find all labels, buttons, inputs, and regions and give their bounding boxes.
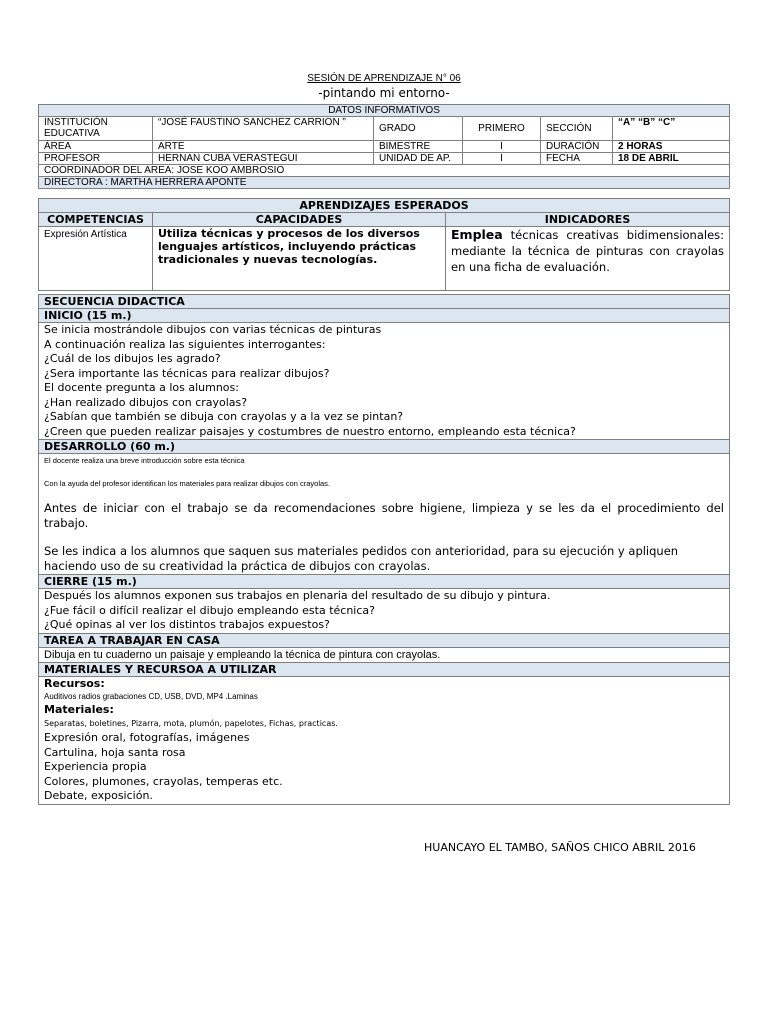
- indicador-cell: [446, 227, 730, 291]
- inicio-line: ¿Sera importante las técnicas para realizar dibujos?: [44, 366, 330, 380]
- tarea-text: Dibuja en tu cuaderno un paisaje y empleando la técnica de pintura con crayolas.: [39, 647, 730, 663]
- grado-value: PRIMERO: [463, 117, 541, 141]
- fecha-value: 18 DE ABRIL: [613, 153, 730, 165]
- coordinador-row: COORDINADOR DEL AREA: JOSE KOO AMBROSIO: [39, 165, 730, 177]
- datos-informativos-table: [38, 104, 730, 189]
- capacidad-cell: Utiliza técnicas y procesos de los diversos lenguajes artísticos, incluyendo prácticas tradicionales y nuevas tecnologías.: [153, 227, 446, 291]
- inicio-content: [39, 323, 730, 440]
- inicio-line: El docente pregunta a los alumnos:: [44, 381, 239, 394]
- recursos-text: Auditivos radios grabaciones CD, USB, DVD, MP4 .Laminas: [44, 692, 258, 701]
- col-capacidades: CAPACIDADES: [153, 213, 446, 227]
- seccion-label: SECCIÓN: [541, 117, 613, 141]
- materiales-label: Materiales:: [44, 703, 114, 716]
- grado-label: GRADO: [374, 117, 463, 141]
- indicador-verb: Emplea: [451, 227, 503, 242]
- col-indicadores: INDICADORES: [446, 213, 730, 227]
- materiales-line: Cartulina, hoja santa rosa: [44, 745, 186, 759]
- materiales-line: Colores, plumones, crayolas, temperas etc.: [44, 774, 283, 788]
- duracion-value: 2 HORAS: [613, 141, 730, 153]
- indicador-text: técnicas creativas bidimensionales: mediante la técnica de pinturas con crayolas en una ficha de evaluación.: [451, 228, 725, 274]
- institucion-value: “JOSÉ FAUSTINO SANCHEZ CARRION ”: [153, 117, 374, 141]
- session-title: SESIÓN DE APRENDIZAJE N° 06: [307, 73, 461, 84]
- desarrollo-p2: Con la ayuda del profesor identifican los materiales para realizar dibujos con crayolas.: [44, 479, 330, 488]
- materiales-line: Experiencia propia: [44, 760, 147, 773]
- desarrollo-heading: DESARROLLO (60 m.): [39, 440, 730, 454]
- unidad-label: UNIDAD DE AP.: [374, 153, 463, 165]
- bimestre-label: BIMESTRE: [374, 141, 463, 153]
- session-subtitle: -pintando mi entorno-: [318, 86, 450, 100]
- desarrollo-p3: Antes de iniciar con el trabajo se da recomendaciones sobre higiene, limpieza y se les da el procedimiento del trabajo.: [44, 501, 724, 530]
- seccion-value: “A” “B” “C”: [613, 117, 730, 141]
- cierre-heading: CIERRE (15 m.): [39, 575, 730, 589]
- profesor-value: HERNAN CUBA VERASTEGUI: [153, 153, 374, 165]
- col-competencias: COMPETENCIAS: [39, 213, 153, 227]
- inicio-heading: INICIO (15 m.): [39, 309, 730, 323]
- materiales-text: Separatas, boletines, Pizarra, mota, plumón, papelotes, Fichas, practicas.: [44, 719, 338, 728]
- materiales-heading: MATERIALES Y RECURSOA A UTILIZAR: [39, 663, 730, 677]
- materiales-content: [39, 677, 730, 805]
- desarrollo-p4: Se les indica a los alumnos que saquen sus materiales pedidos con anterioridad, para su ejecución y apliquen haciendo uso de su creatividad la práctica de dibujos con crayolas.: [44, 544, 679, 573]
- inicio-line: ¿Sabían que también se dibuja con crayolas y a la vez se pintan?: [44, 410, 404, 423]
- inicio-line: Se inicia mostrándole dibujos con varias técnicas de pinturas: [44, 323, 382, 336]
- datos-heading: DATOS INFORMATIVOS: [39, 105, 730, 117]
- footer-place-date: HUANCAYO EL TAMBO, SAÑOS CHICO ABRIL 2016: [424, 841, 696, 854]
- institucion-label: INSTITUCIÓN EDUCATIVA: [39, 117, 153, 141]
- aprendizajes-heading: APRENDIZAJES ESPERADOS: [39, 199, 730, 213]
- secuencia-table: [38, 294, 730, 805]
- cierre-line: ¿Qué opinas al ver los distintos trabajos expuestos?: [44, 618, 330, 631]
- unidad-value: I: [463, 153, 541, 165]
- fecha-label: FECHA: [541, 153, 613, 165]
- aprendizajes-table: [38, 198, 730, 291]
- area-label: ÁREA: [39, 141, 153, 153]
- directora-row: DIRECTORA : MARTHA HERRERA APONTE: [39, 177, 730, 189]
- desarrollo-content: [39, 454, 730, 575]
- materiales-line: Debate, exposición.: [44, 789, 153, 802]
- secuencia-heading: SECUENCIA DIDACTICA: [39, 295, 730, 309]
- tarea-heading: TAREA A TRABAJAR EN CASA: [39, 633, 730, 647]
- cierre-content: [39, 589, 730, 634]
- cierre-line: ¿Fue fácil o difícil realizar el dibujo empleando esta técnica?: [44, 603, 375, 617]
- cierre-line: Después los alumnos exponen sus trabajos en plenaria del resultado de su dibujo y pintura.: [44, 589, 551, 602]
- inicio-line: ¿Creen que pueden realizar paisajes y costumbres de nuestro entorno, empleando esta técnica?: [44, 424, 576, 438]
- profesor-label: PROFESOR: [39, 153, 153, 165]
- bimestre-value: I: [463, 141, 541, 153]
- inicio-line: ¿Han realizado dibujos con crayolas?: [44, 395, 248, 409]
- recursos-label: Recursos:: [44, 677, 105, 690]
- materiales-line: Expresión oral, fotografías, imágenes: [44, 731, 250, 744]
- inicio-line: A continuación realiza las siguientes interrogantes:: [44, 337, 326, 351]
- duracion-label: DURACIÓN: [541, 141, 613, 153]
- area-value: ARTE: [153, 141, 374, 153]
- inicio-line: ¿Cuál de los dibujos les agrado?: [44, 352, 221, 365]
- competencia-cell: Expresión Artística: [39, 227, 153, 291]
- desarrollo-p1: El docente realiza una breve introducción sobre esta técnica: [44, 456, 245, 465]
